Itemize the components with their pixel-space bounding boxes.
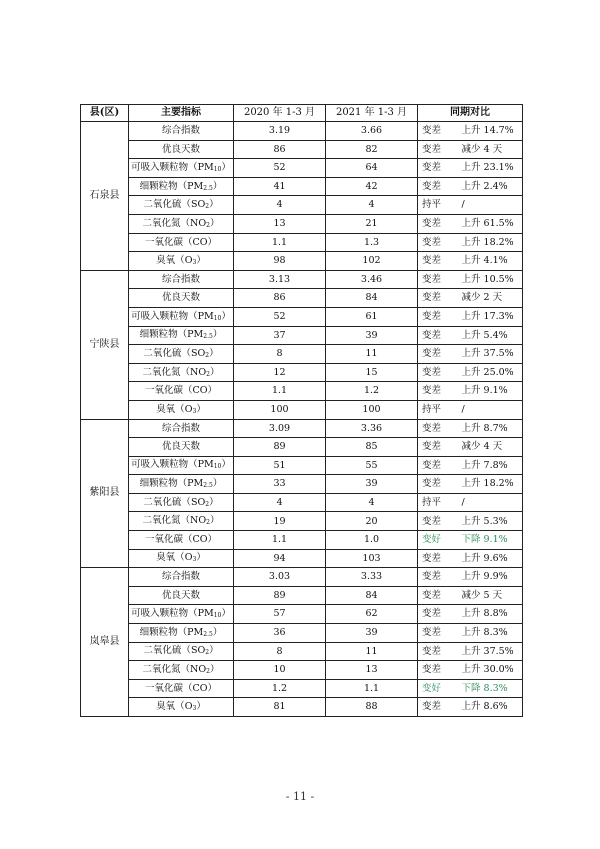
status-cell: 变差	[418, 475, 458, 494]
value-2020-cell: 3.19	[234, 122, 326, 141]
change-cell: 上升 8.7%	[458, 419, 523, 438]
change-cell: 上升 17.3%	[458, 307, 523, 326]
status-cell: 变差	[418, 214, 458, 233]
indicator-cell: 二氧化氮$(NO_2)$	[129, 214, 234, 233]
status-cell: 变差	[418, 159, 458, 178]
indicator-cell: 优良天数	[129, 586, 234, 605]
value-2020-cell: 3.03	[234, 568, 326, 587]
change-cell: 上升 18.2%	[458, 233, 523, 252]
value-2020-cell: 86	[234, 289, 326, 308]
value-2021-cell: 84	[326, 586, 418, 605]
value-2020-cell: 51	[234, 456, 326, 475]
value-2020-cell: 57	[234, 605, 326, 624]
value-2021-cell: 21	[326, 214, 418, 233]
value-2021-cell: 1.2	[326, 382, 418, 401]
change-cell: 上升 7.8%	[458, 456, 523, 475]
change-cell: 上升 10.5%	[458, 270, 523, 289]
value-2020-cell: 89	[234, 438, 326, 457]
value-2021-cell: 3.66	[326, 122, 418, 141]
value-2021-cell: 11	[326, 642, 418, 661]
value-2020-cell: 37	[234, 326, 326, 345]
change-cell: 上升 61.5%	[458, 214, 523, 233]
header-indicator: 主要指标	[129, 105, 234, 122]
change-cell: 下降 9.1%	[458, 531, 523, 550]
value-2021-cell: 3.36	[326, 419, 418, 438]
status-cell: 变差	[418, 252, 458, 271]
indicator-cell: 可吸入颗粒物$(PM_{10})$	[129, 159, 234, 178]
indicator-cell: 二氧化氮$(NO_2)$	[129, 512, 234, 531]
value-2020-cell: 36	[234, 624, 326, 643]
table-row	[81, 586, 523, 605]
status-cell: 变差	[418, 122, 458, 141]
status-cell: 变差	[418, 661, 458, 680]
value-2021-cell: 15	[326, 363, 418, 382]
value-2020-cell: 12	[234, 363, 326, 382]
table-row	[81, 438, 523, 457]
value-2020-cell: 3.13	[234, 270, 326, 289]
header-county: 县(区)	[81, 105, 129, 122]
value-2021-cell: 42	[326, 177, 418, 196]
status-cell: 变差	[418, 326, 458, 345]
table-body	[81, 122, 523, 717]
air-quality-table	[80, 104, 523, 717]
table-row	[81, 419, 523, 438]
indicator-cell: 二氧化硫$(SO_2)$	[129, 493, 234, 512]
indicator-cell: 细颗粒物$(PM_{2.5})$	[129, 475, 234, 494]
status-cell: 持平	[418, 400, 458, 419]
value-2020-cell: 1.1	[234, 531, 326, 550]
change-cell: 上升 5.3%	[458, 512, 523, 531]
value-2020-cell: 33	[234, 475, 326, 494]
status-cell: 变好	[418, 531, 458, 550]
table-row	[81, 345, 523, 364]
county-cell: 岚皋县	[81, 568, 129, 717]
indicator-cell: 一氧化碳（CO）	[129, 531, 234, 550]
indicator-cell: 二氧化硫$(SO_2)$	[129, 196, 234, 215]
value-2021-cell: 39	[326, 475, 418, 494]
status-cell: 变好	[418, 679, 458, 698]
indicator-cell: 二氧化氮$(NO_2)$	[129, 363, 234, 382]
page-number: - 11 -	[285, 790, 315, 803]
indicator-cell: 优良天数	[129, 140, 234, 159]
change-cell: 上升 9.9%	[458, 568, 523, 587]
indicator-cell: 二氧化氮$(NO_2)$	[129, 661, 234, 680]
table-row	[81, 475, 523, 494]
table-row	[81, 196, 523, 215]
indicator-cell: 细颗粒物$(PM_{2.5})$	[129, 624, 234, 643]
value-2020-cell: 10	[234, 661, 326, 680]
value-2020-cell: 19	[234, 512, 326, 531]
status-cell: 变差	[418, 549, 458, 568]
indicator-cell: 臭氧$(O_3)$	[129, 549, 234, 568]
change-cell: 上升 5.4%	[458, 326, 523, 345]
status-cell: 变差	[418, 456, 458, 475]
table-row	[81, 252, 523, 271]
status-cell: 变差	[418, 289, 458, 308]
value-2020-cell: 4	[234, 196, 326, 215]
value-2020-cell: 8	[234, 642, 326, 661]
header-2020: 2020 年 1-3 月	[234, 105, 326, 122]
indicator-cell: 综合指数	[129, 270, 234, 289]
status-cell: 变差	[418, 233, 458, 252]
value-2020-cell: 81	[234, 698, 326, 717]
table-row	[81, 661, 523, 680]
status-cell: 变差	[418, 438, 458, 457]
status-cell: 变差	[418, 586, 458, 605]
value-2021-cell: 88	[326, 698, 418, 717]
status-cell: 变差	[418, 363, 458, 382]
change-cell: 减少 2 天	[458, 289, 523, 308]
table-row	[81, 400, 523, 419]
change-cell: /	[458, 493, 523, 512]
value-2021-cell: 102	[326, 252, 418, 271]
status-cell: 变差	[418, 642, 458, 661]
table-row	[81, 140, 523, 159]
indicator-cell: 臭氧$(O_3)$	[129, 400, 234, 419]
indicator-cell: 二氧化硫$(SO_2)$	[129, 642, 234, 661]
value-2021-cell: 3.46	[326, 270, 418, 289]
status-cell: 变差	[418, 698, 458, 717]
value-2021-cell: 1.3	[326, 233, 418, 252]
change-cell: 上升 8.8%	[458, 605, 523, 624]
change-cell: 上升 4.1%	[458, 252, 523, 271]
table-row	[81, 307, 523, 326]
indicator-cell: 二氧化硫$(SO_2)$	[129, 345, 234, 364]
value-2020-cell: 89	[234, 586, 326, 605]
indicator-cell: 臭氧$(O_3)$	[129, 698, 234, 717]
value-2021-cell: 85	[326, 438, 418, 457]
table-row	[81, 698, 523, 717]
indicator-cell: 综合指数	[129, 122, 234, 141]
value-2020-cell: 52	[234, 159, 326, 178]
value-2021-cell: 84	[326, 289, 418, 308]
table-row	[81, 177, 523, 196]
table-row	[81, 605, 523, 624]
indicator-cell: 一氧化碳（CO）	[129, 382, 234, 401]
value-2021-cell: 55	[326, 456, 418, 475]
change-cell: 减少 5 天	[458, 586, 523, 605]
table-row	[81, 624, 523, 643]
change-cell: 上升 8.6%	[458, 698, 523, 717]
value-2021-cell: 13	[326, 661, 418, 680]
value-2021-cell: 4	[326, 493, 418, 512]
county-cell: 石泉县	[81, 122, 129, 271]
change-cell: 减少 4 天	[458, 140, 523, 159]
indicator-cell: 一氧化碳（CO）	[129, 679, 234, 698]
table-row	[81, 456, 523, 475]
status-cell: 变差	[418, 419, 458, 438]
table-row	[81, 642, 523, 661]
status-cell: 变差	[418, 624, 458, 643]
indicator-cell: 优良天数	[129, 438, 234, 457]
status-cell: 变差	[418, 270, 458, 289]
header-2021: 2021 年 1-3 月	[326, 105, 418, 122]
value-2021-cell: 100	[326, 400, 418, 419]
change-cell: 下降 8.3%	[458, 679, 523, 698]
indicator-cell: 臭氧$(O_3)$	[129, 252, 234, 271]
status-cell: 持平	[418, 493, 458, 512]
change-cell: 上升 37.5%	[458, 642, 523, 661]
indicator-cell: 细颗粒物$(PM_{2.5})$	[129, 326, 234, 345]
status-cell: 持平	[418, 196, 458, 215]
change-cell: 上升 9.6%	[458, 549, 523, 568]
status-cell: 变差	[418, 568, 458, 587]
status-cell: 变差	[418, 345, 458, 364]
indicator-cell: 可吸入颗粒物$(PM_{10})$	[129, 307, 234, 326]
value-2020-cell: 41	[234, 177, 326, 196]
table-row	[81, 289, 523, 308]
table-row	[81, 679, 523, 698]
county-cell: 宁陕县	[81, 270, 129, 419]
status-cell: 变差	[418, 307, 458, 326]
change-cell: 上升 9.1%	[458, 382, 523, 401]
change-cell: 上升 37.5%	[458, 345, 523, 364]
header-row	[81, 105, 523, 122]
change-cell: /	[458, 196, 523, 215]
table-row	[81, 493, 523, 512]
table-row	[81, 382, 523, 401]
table-row	[81, 270, 523, 289]
indicator-cell: 细颗粒物$(PM_{2.5})$	[129, 177, 234, 196]
table-row	[81, 549, 523, 568]
header-compare: 同期对比	[418, 105, 523, 122]
change-cell: 减少 4 天	[458, 438, 523, 457]
value-2020-cell: 98	[234, 252, 326, 271]
value-2021-cell: 4	[326, 196, 418, 215]
change-cell: 上升 30.0%	[458, 661, 523, 680]
value-2021-cell: 82	[326, 140, 418, 159]
change-cell: /	[458, 400, 523, 419]
value-2020-cell: 4	[234, 493, 326, 512]
table-row	[81, 233, 523, 252]
table-row	[81, 159, 523, 178]
indicator-cell: 可吸入颗粒物$(PM_{10})$	[129, 456, 234, 475]
status-cell: 变差	[418, 177, 458, 196]
table-row	[81, 531, 523, 550]
table-row	[81, 363, 523, 382]
indicator-cell: 一氧化碳（CO）	[129, 233, 234, 252]
indicator-cell: 优良天数	[129, 289, 234, 308]
change-cell: 上升 8.3%	[458, 624, 523, 643]
value-2021-cell: 3.33	[326, 568, 418, 587]
value-2020-cell: 1.1	[234, 382, 326, 401]
value-2020-cell: 100	[234, 400, 326, 419]
value-2020-cell: 52	[234, 307, 326, 326]
indicator-cell: 可吸入颗粒物$(PM_{10})$	[129, 605, 234, 624]
value-2021-cell: 20	[326, 512, 418, 531]
table-row	[81, 214, 523, 233]
table-row	[81, 512, 523, 531]
value-2020-cell: 1.1	[234, 233, 326, 252]
indicator-cell: 综合指数	[129, 419, 234, 438]
table-row	[81, 326, 523, 345]
status-cell: 变差	[418, 382, 458, 401]
change-cell: 上升 2.4%	[458, 177, 523, 196]
county-cell: 紫阳县	[81, 419, 129, 568]
indicator-cell: 综合指数	[129, 568, 234, 587]
value-2021-cell: 61	[326, 307, 418, 326]
change-cell: 上升 18.2%	[458, 475, 523, 494]
value-2021-cell: 1.1	[326, 679, 418, 698]
table-row	[81, 122, 523, 141]
value-2021-cell: 64	[326, 159, 418, 178]
table-row	[81, 568, 523, 587]
status-cell: 变差	[418, 605, 458, 624]
change-cell: 上升 14.7%	[458, 122, 523, 141]
value-2020-cell: 3.09	[234, 419, 326, 438]
value-2021-cell: 62	[326, 605, 418, 624]
value-2021-cell: 39	[326, 326, 418, 345]
change-cell: 上升 25.0%	[458, 363, 523, 382]
value-2021-cell: 11	[326, 345, 418, 364]
status-cell: 变差	[418, 140, 458, 159]
value-2021-cell: 39	[326, 624, 418, 643]
value-2020-cell: 13	[234, 214, 326, 233]
value-2021-cell: 1.0	[326, 531, 418, 550]
value-2020-cell: 86	[234, 140, 326, 159]
value-2021-cell: 103	[326, 549, 418, 568]
change-cell: 上升 23.1%	[458, 159, 523, 178]
value-2020-cell: 8	[234, 345, 326, 364]
value-2020-cell: 1.2	[234, 679, 326, 698]
status-cell: 变差	[418, 512, 458, 531]
value-2020-cell: 94	[234, 549, 326, 568]
